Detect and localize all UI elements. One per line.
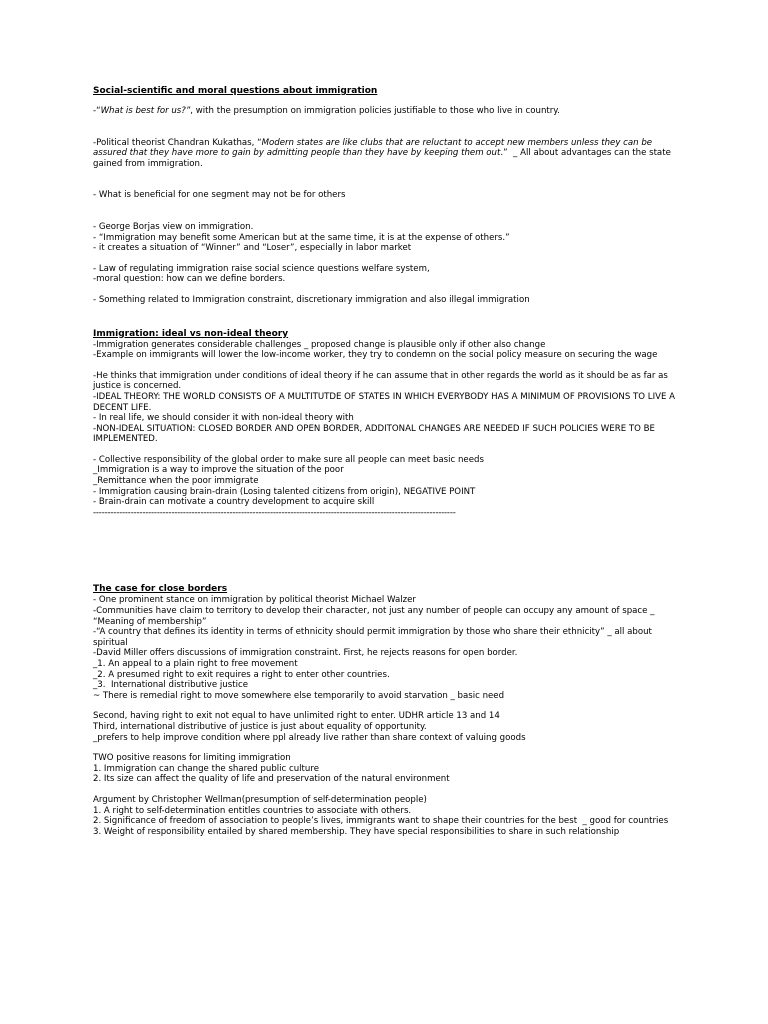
paragraph: _3. International distributive justice: [93, 680, 248, 691]
paragraph: - George Borjas view on immigration.: [93, 221, 254, 232]
section-heading-close-borders: The case for close borders: [93, 584, 228, 595]
paragraph: -Example on immigrants will lower the low-income worker, they try to condemn on the social policy measure on securing the wage: [93, 350, 658, 361]
paragraph: - Collective responsibility of the global order to make sure all people can meet basic needs: [93, 454, 484, 465]
paragraph: -“A country that defines its identity in terms of ethnicity should permit immigration by those who share their ethnicity” _ all about spiritual: [93, 627, 655, 648]
paragraph: -David Miller offers discussions of immigration constraint. First, he rejects reasons for open border.: [93, 648, 518, 659]
paragraph: TWO positive reasons for limiting immigration: [93, 753, 291, 764]
paragraph: - Law of regulating immigration raise social science questions welfare system,: [93, 263, 430, 274]
paragraph: - In real life, we should consider it with non-ideal theory with: [93, 413, 354, 424]
paragraph: - Something related to Immigration constraint, discretionary immigration and also illegal immigration: [93, 294, 530, 305]
section-heading-ideal-theory: Immigration: ideal vs non-ideal theory: [93, 328, 289, 339]
paragraph: -Communities have claim to territory to develop their character, not just any number of people can occupy any amount of space _ “Meaning of membership”: [93, 606, 658, 627]
italic-quote: What is best for us?”: [100, 106, 191, 116]
paragraph: - it creates a situation of “Winner” and “Loser”, especially in labor market: [93, 243, 412, 254]
document-body: [93, 86, 681, 837]
paragraph: - Immigration causing brain-drain (Losing talented citizens from origin), NEGATIVE POINT: [93, 486, 476, 497]
paragraph: -IDEAL THEORY: THE WORLD CONSISTS OF A MULTITUTDE OF STATES IN WHICH EVERYBODY HAS A MINIMUM OF PROVISIONS TO LIVE A DECENT LIFE.: [93, 391, 678, 413]
section-heading-social-scientific: Social-scientific and moral questions about immigration: [93, 86, 378, 96]
paragraph: [93, 106, 681, 117]
paragraph: 3. Weight of responsibility entailed by shared membership. They have special responsibilities to share in such relationship: [93, 826, 620, 837]
paragraph: _prefers to help improve condition where ppl already live rather than share context of valuing goods: [93, 732, 526, 743]
paragraph: ~ There is remedial right to move somewhere else temporarily to avoid starvation _ basic need: [93, 690, 505, 701]
paragraph: - What is beneficial for one segment may not be for others: [93, 190, 346, 201]
paragraph: _2. A presumed right to exit requires a right to enter other countries.: [93, 669, 390, 680]
paragraph: Third, international distributive of justice is just about equality of opportunity.: [93, 721, 427, 732]
paragraph: 2. Significance of freedom of association to people’s lives, immigrants want to shape their countries for the best _ good for countries: [93, 816, 669, 827]
paragraph: -NON-IDEAL SITUATION: CLOSED BORDER AND OPEN BORDER, ADDITONAL CHANGES ARE NEEDED IF SUCH POLICIES WERE TO BE IMPLEMENTED.: [93, 423, 658, 445]
paragraph: - “Immigration may benefit some American but at the same time, it is at the expense of others.”: [93, 232, 510, 243]
paragraph: 1. Immigration can change the shared public culture: [93, 763, 320, 774]
paragraph: 2. Its size can affect the quality of life and preservation of the natural environment: [93, 774, 450, 785]
italic-quote: Modern states are like clubs that are reluctant to accept new members unless they can be assured that they have more to gain by admitting people than they have by keeping them out: [93, 137, 655, 159]
paragraph: -He thinks that immigration under conditions of ideal theory if he can assume that in other regards the world as it should be as far as justice is concerned.: [93, 370, 671, 392]
paragraph: Second, having right to exit not equal to have unlimited right to enter. UDHR article 13 and 14: [93, 711, 500, 722]
paragraph: 1. A right to self-determination entitles countries to associate with others.: [93, 805, 412, 816]
paragraph: _Remittance when the poor immigrate: [93, 476, 259, 487]
text-fragment: -Political theorist Chandran Kukathas, “: [93, 137, 262, 148]
paragraph: -Immigration generates considerable challenges _ proposed change is plausible only if other also change: [93, 339, 546, 350]
paragraph: Argument by Christopher Wellman(presumption of self-determination people): [93, 794, 427, 805]
paragraph: -moral question: how can we define borders.: [93, 274, 286, 285]
text-fragment: , with the presumption on immigration policies justifiable to those who live in country.: [190, 106, 560, 116]
paragraph: _Immigration is a way to improve the situation of the poor: [93, 465, 344, 476]
text-fragment: -“: [93, 106, 101, 116]
text-fragment: .” _ All about advantages can the state gained from immigration.: [93, 148, 674, 169]
paragraph: [93, 138, 681, 170]
paragraph: - One prominent stance on immigration by political theorist Michael Walzer: [93, 595, 416, 606]
paragraph: _1. An appeal to a plain right to free movement: [93, 659, 298, 669]
dashed-rule: -----------------------------------------------------------------------------------------------------------------------------: [93, 507, 456, 518]
paragraph: - Brain-drain can motivate a country development to acquire skill: [93, 497, 375, 508]
